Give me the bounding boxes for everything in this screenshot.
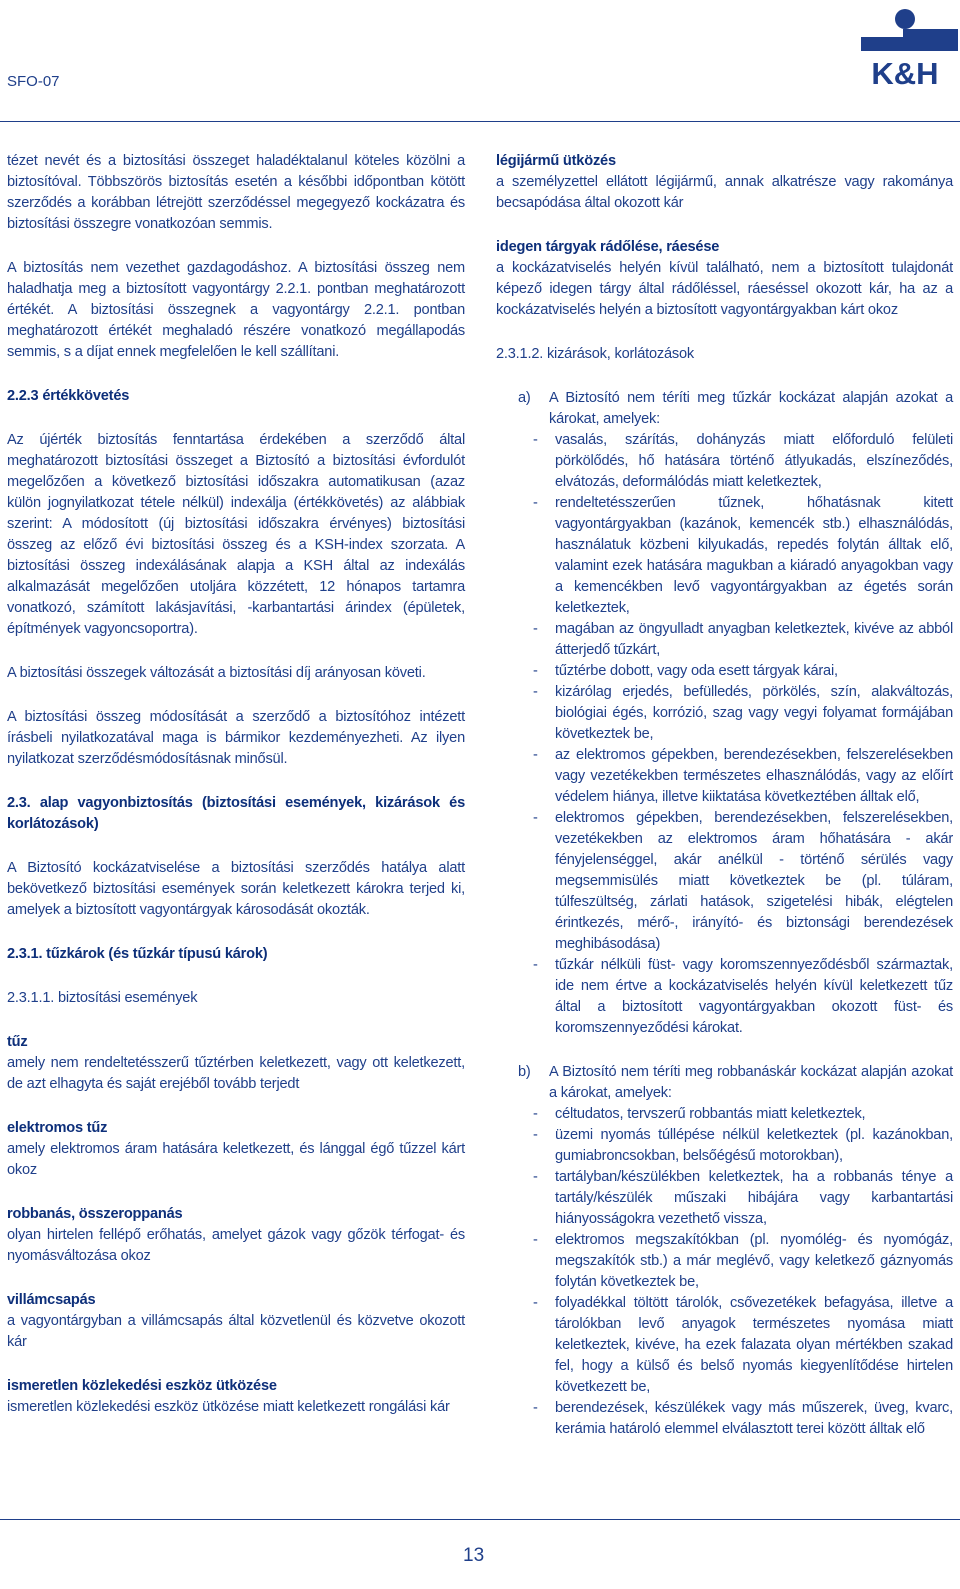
- list-item: [496, 745, 953, 808]
- term-title: tűz: [7, 1034, 28, 1050]
- exclusion-a-list: [496, 430, 953, 1039]
- list-item-text: céltudatos, tervszerű robbantás miatt keletkeztek,: [555, 1106, 866, 1122]
- term-description: a vagyontárgyban a villámcsapás által közvetlenül és közvetve okozott kár: [7, 1313, 465, 1350]
- dash-bullet: -: [533, 1127, 538, 1143]
- dash-bullet: -: [533, 621, 538, 637]
- term-title: elektromos tűz: [7, 1120, 108, 1136]
- list-item: [496, 430, 953, 493]
- paragraph: A biztosítás nem vezethet gazdagodáshoz. A biztosítási összeg nem haladhatja meg a biztosított vagyontárgy 2.2.1. pontban meghatározott értékét. A biztosítási összegnek a vagyontárgy 2.2.1. pontban meghatározott értékét meghaladó részére vonatkozó megállapodás semmis, s a díjat ennek megfelelően le kell szállítani.: [7, 260, 465, 360]
- list-item-text: berendezések, készülékek vagy más műszerek, üveg, kvarc, kerámia határoló elemmel elválasztott terei között álltak elő: [555, 1400, 953, 1437]
- dash-bullet: -: [533, 1106, 538, 1122]
- list-item: [496, 1104, 953, 1125]
- term-description: amely elektromos áram hatására keletkezett, és lánggal égő tűzzel kárt okoz: [7, 1141, 465, 1178]
- list-item-text: rendeltetésszerűen tűznek, hőhatásnak kitett vagyontárgyakban (kazánok, kemencék stb.) elhasználódás, használatuk közbeni kilyukadás, repedés folytán álltak elő, valamint ezek hatására magukban a kiáradó anyagokban vagy a kemencékben levő vagyontárgyakban az égetés során keletkeztek,: [555, 495, 953, 616]
- term-title: robbanás, összeroppanás: [7, 1206, 183, 1222]
- list-item-text: tartályban/készülékben keletkeztek, ha a robbanás ténye a tartály/készülék műszaki hibájára vagy karbantartási hiányosságokra vezethető vissza,: [555, 1169, 953, 1227]
- term-title: villámcsapás: [7, 1292, 96, 1308]
- list-item-text: üzemi nyomás túllépése nélkül keletkeztek (pl. kazánokban, gumiabroncsokban, belsőégésű motorokban),: [555, 1127, 953, 1164]
- term-description: ismeretlen közlekedési eszköz ütközése miatt keletkezett rongálási kár: [7, 1399, 450, 1415]
- dash-bullet: -: [533, 1232, 538, 1248]
- list-item: [496, 1167, 953, 1230]
- paragraph: A biztosítási összegek változását a biztosítási díj arányosan követi.: [7, 665, 426, 681]
- list-item: [496, 619, 953, 661]
- list-label: a): [518, 390, 531, 406]
- dash-bullet: -: [533, 495, 538, 511]
- kh-logo: [853, 2, 958, 88]
- dash-bullet: -: [533, 957, 538, 973]
- section-heading: 2.2.3 értékkövetés: [7, 388, 130, 404]
- section-heading: 2.3.1. tűzkárok (és tűzkár típusú károk): [7, 946, 268, 962]
- list-item: [496, 661, 953, 682]
- paragraph: Az újérték biztosítás fenntartása érdekében a szerződő által meghatározott biztosítási összeget a Biztosító a biztosítási évfordulót megelőzően a következő biztosítási időszakra automatikusan (azaz külön jognyilatkozat tétele nélkül) indexálja (értékkövetés) az alábbiak szerint: A módosított (új biztosítási időszakra érvényes) biztosítási összeg az előző évi biztosítási összeg és a KSH-index szorzata. A biztosítási összeg indexálásának alapja a KSH által az indexálás alkalmazását megelőzően utoljára közzétett, 12 hónapos tartamra vonatkozó, számított lakásjavítási, -karbantartási árindex (épületek, építmények vagyoncsoportra).: [7, 432, 465, 637]
- list-item: [496, 1398, 953, 1440]
- header-rule: [0, 121, 960, 122]
- list-item: [496, 682, 953, 745]
- subsection-heading: 2.3.1.2. kizárások, korlátozások: [496, 346, 695, 362]
- subsection-heading: 2.3.1.1. biztosítási események: [7, 990, 198, 1006]
- list-item: [496, 955, 953, 1039]
- list-item-text: vasalás, szárítás, dohányzás miatt előforduló felületi pörkölődés, hő hatására történő átlyukadás, elszíneződés, elvátozás, deformálódás miatt keletkeztek,: [555, 432, 953, 490]
- right-column: [496, 151, 953, 1440]
- page-number: 13: [463, 1545, 485, 1566]
- term-description: a személyzettel ellátott légijármű, annak alkatrésze vagy rakománya becsapódása által okozott kár: [496, 174, 953, 211]
- term-title: légijármű ütközés: [496, 153, 616, 169]
- exclusion-b-intro: [496, 1062, 953, 1104]
- svg-text:K&H: K&H: [871, 56, 939, 88]
- list-item-text: magában az öngyulladt anyagban keletkeztek, kivéve az abból átterjedő tűzkárt,: [555, 621, 953, 658]
- paragraph: tézet nevét és a biztosítási összeget haladéktalanul köteles közölni a biztosítóval. Többszörös biztosítás esetén a későbbi időpontban kötött szerződés a korábban létrejött szerződéssel megegyező kockázatra és biztosítási összegre vonatkozóan semmis.: [7, 153, 465, 232]
- section-heading: 2.3. alap vagyonbiztosítás (biztosítási események, kizárások és korlátozások): [7, 795, 465, 832]
- list-item: [496, 808, 953, 955]
- dash-bullet: -: [533, 663, 538, 679]
- list-intro: A Biztosító nem téríti meg robbanáskár kockázat alapján azokat a károkat, amelyek:: [549, 1064, 953, 1101]
- dash-bullet: -: [533, 1169, 538, 1185]
- exclusion-b-list: [496, 1104, 953, 1440]
- list-item: [496, 1293, 953, 1398]
- left-column: [7, 151, 465, 1418]
- dash-bullet: -: [533, 1295, 538, 1311]
- list-item: [496, 1230, 953, 1293]
- dash-bullet: -: [533, 1400, 538, 1416]
- document-code: SFO-07: [7, 73, 60, 90]
- dash-bullet: -: [533, 747, 538, 763]
- list-item-text: tűzkár nélküli füst- vagy koromszennyeződésből származtak, ide nem értve a kockázatviselés helyén kívül keletkezett tűz által a biztosított vagyontárgyakban okozott füst- és koromszennyeződési károkat.: [555, 957, 953, 1036]
- exclusion-a-intro: [496, 388, 953, 430]
- paragraph: A Biztosító kockázatviselése a biztosítási szerződés hatálya alatt bekövetkező biztosítási események során keletkezett károkra terjed ki, amelyek a biztosított vagyontárgyak károsodását okozták.: [7, 860, 465, 918]
- list-item-text: az elektromos gépekben, berendezésekben, felszerelésekben vagy vezetékekben természetes elhasználódás, vagy az előírt védelem hiánya, illetve kiiktatása következtében álltak elő,: [555, 747, 953, 805]
- list-label: b): [518, 1064, 531, 1080]
- list-item-text: elektromos gépekben, berendezésekben, felszerelésekben, vezetékekben az elektromos áram hőhatására - akár fényjelenséggel, akár anélkül - történő sérülés vagy megsemmisülés miatt következtek be (pl. túláram, túlfeszültség, zárlati hatások, szigetelési hibák, elégtelen érintkezés, mérő-, irányító- és biztonsági berendezések meghibásodása): [555, 810, 953, 952]
- list-intro: A Biztosító nem téríti meg tűzkár kockázat alapján azokat a károkat, amelyek:: [549, 390, 953, 427]
- list-item-text: tűztérbe dobott, vagy oda esett tárgyak kárai,: [555, 663, 838, 679]
- term-description: olyan hirtelen fellépő erőhatás, amelyet gázok vagy gőzök térfogat- és nyomásváltozása okoz: [7, 1227, 465, 1264]
- dash-bullet: -: [533, 684, 538, 700]
- list-item: [496, 1125, 953, 1167]
- paragraph: A biztosítási összeg módosítását a szerződő a biztosítóhoz intézett írásbeli nyilatkozatával maga is bármikor kezdeményezheti. Az ilyen nyilatkozat szerződésmódosításnak minősül.: [7, 709, 465, 767]
- term-title: ismeretlen közlekedési eszköz ütközése: [7, 1378, 277, 1394]
- dash-bullet: -: [533, 810, 538, 826]
- list-item-text: folyadékkal töltött tárolók, csővezetékek befagyása, illetve a tárolókban levő anyagok természetes nyomása miatt keletkeztek, kivéve, ha ezek falazata olyan mértékben szakad fel, hogy a külső és belső nyomás kiegyenlítődése hirtelen következett be,: [555, 1295, 953, 1395]
- term-description: a kockázatviselés helyén kívül található, nem a biztosított tulajdonát képező idegen tárgy által rádőléssel, ráeséssel okozott kár, ha az a kockázatviselés helyén a biztosított vagyontárgyakban kárt okoz: [496, 260, 953, 318]
- list-item-text: kizárólag erjedés, befülledés, pörkölés, szín, alakváltozás, biológiai égés, korrózió, szag vagy vegyi folyamat formájában következtek be,: [555, 684, 953, 742]
- dash-bullet: -: [533, 432, 538, 448]
- term-description: amely nem rendeltetésszerű tűztérben keletkezett, vagy ott keletkezett, de azt elhagyta és saját erejéből tovább terjedt: [7, 1055, 465, 1092]
- term-title: idegen tárgyak rádőlése, ráesése: [496, 239, 720, 255]
- footer-rule: [0, 1519, 960, 1520]
- list-item: [496, 493, 953, 619]
- list-item-text: elektromos megszakítókban (pl. nyomólég- és nyomógáz, megszakítók stb.) a már meglévő, vagy keletkező gáznyomás folytán következtek be,: [555, 1232, 953, 1290]
